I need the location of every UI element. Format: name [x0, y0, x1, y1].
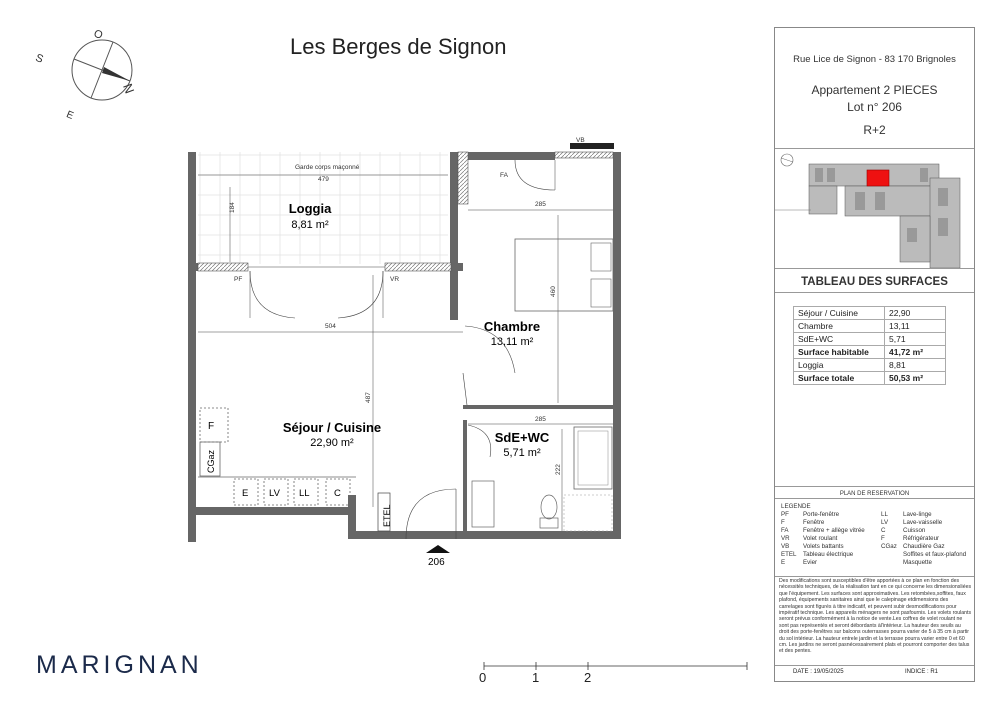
- legend-code: VB: [781, 543, 790, 550]
- floor-plan: [180, 135, 640, 575]
- lot-highlight: [867, 170, 889, 186]
- legend-title: LEGENDE: [781, 503, 811, 510]
- marignan-logo: MARIGNAN: [36, 651, 203, 679]
- surface-label: Surface habitable: [794, 346, 885, 359]
- project-title: Les Berges de Signon: [290, 34, 507, 59]
- label-f: F: [208, 421, 215, 432]
- entrance-marker: [426, 545, 450, 553]
- label-lot-marker: 206: [428, 557, 445, 568]
- legend-label: Réfrigérateur: [903, 535, 940, 542]
- surface-value: 5,71: [885, 333, 946, 346]
- label-lv: LV: [269, 488, 280, 499]
- legend-code: LV: [881, 519, 889, 526]
- washbasin: [472, 481, 494, 527]
- room-loggia-area: 8,81 m²: [291, 219, 329, 231]
- surface-row: [794, 372, 946, 385]
- compass-n: N: [120, 81, 138, 96]
- dim-285a: 285: [535, 201, 546, 208]
- surfaces-table: [793, 306, 946, 385]
- surface-row: [794, 346, 946, 359]
- dim-479: 479: [318, 176, 329, 183]
- legend-label: Fenêtre: [803, 519, 825, 526]
- disclaimer: Des modifications sont susceptibles d'être apportées à ce plan en fonction des nécessités techniques, de la réalisation tant en ce qui concerne les dimensionsliées que l'équipement. Les surfaces sont approximatives. Les retombées,soffites, faux plafond, équipements sanitaires ainsi que le calepinage etdimensions des carrelages sont figurés à titre indicatif, et peuvent subir desmodifications pour impératif technique. Les appareils ménagers ne sont pasfournis. Les volets roulants seront prévus conformément à la notice de vente.Les coffres de volet roulant ne sont pas représentés et seront débordants àl'intérieur. La hauteur des seuils au droit des porte-fenêtres sur balcons outerrasses pourra varier de 5 à 35 cm à partir du sol intérieur. La hauteur entrele jardin et la terrasse pourra varier entre 0 et 60 cm. Les jardins ne seront pasnécessairement plats et pourront comporter des talus et des pentes.: [779, 578, 972, 655]
- label-vb: VB: [576, 137, 585, 144]
- surface-row: [794, 359, 946, 372]
- compass-e: E: [64, 109, 75, 122]
- legend-code: VR: [781, 535, 790, 542]
- legend-label: Masquette: [903, 559, 932, 566]
- surface-label: Séjour / Cuisine: [794, 307, 885, 320]
- scale-0: 0: [479, 670, 487, 685]
- label-vr: VR: [390, 276, 400, 283]
- bed: [515, 239, 613, 311]
- label-c: C: [334, 488, 341, 499]
- label-etel: ETEL: [382, 504, 392, 527]
- legend-code: LL: [881, 511, 888, 518]
- label-pf: PF: [234, 276, 243, 283]
- room-loggia-name: Loggia: [288, 201, 332, 216]
- room-sde-name: SdE+WC: [494, 430, 550, 445]
- legend-label: Evier: [803, 559, 818, 566]
- room-sejour-name: Séjour / Cuisine: [282, 420, 382, 435]
- address: Rue Lice de Signon - 83 170 Brignoles: [793, 54, 956, 65]
- surface-row: [794, 333, 946, 346]
- legend-label: Soffites et faux-plafond: [903, 551, 967, 558]
- legend-label: Chaudière Gaz: [903, 543, 945, 550]
- surface-label: Loggia: [794, 359, 885, 372]
- surface-label: Surface totale: [794, 372, 885, 385]
- scale-1: 1: [532, 670, 540, 685]
- compass-s: S: [33, 51, 45, 66]
- legend-label: Porte-fenêtre: [803, 511, 840, 518]
- site-map: [775, 148, 974, 268]
- toilet: [541, 495, 557, 519]
- surface-label: SdE+WC: [794, 333, 885, 346]
- surface-row: [794, 307, 946, 320]
- legend-label: Cuisson: [903, 527, 926, 534]
- room-chambre-area: 13,11 m²: [490, 336, 534, 348]
- scale-2: 2: [584, 670, 592, 685]
- label-cgaz: CGaz: [206, 449, 216, 473]
- legend-label: Lave-vaisselle: [903, 519, 943, 526]
- surfaces-title: TABLEAU DES SURFACES: [801, 276, 948, 288]
- dim-504: 504: [325, 323, 336, 330]
- room-sde-area: 5,71 m²: [503, 447, 541, 459]
- scale-bar: [480, 660, 760, 680]
- indice: INDICE : R1: [905, 669, 939, 675]
- shower: [574, 427, 612, 489]
- surface-value: 22,90: [885, 307, 946, 320]
- dim-487: 487: [365, 392, 372, 403]
- dim-460: 460: [550, 286, 557, 297]
- legend-code: FA: [781, 527, 789, 534]
- label-ll: LL: [299, 488, 310, 499]
- surface-value: 8,81: [885, 359, 946, 372]
- level: R+2: [863, 123, 886, 137]
- surface-value: 13,11: [885, 320, 946, 333]
- label-fa: FA: [500, 172, 508, 179]
- legend-label: Lave-linge: [903, 511, 932, 518]
- surface-value: 41,72 m²: [885, 346, 946, 359]
- legend-label: Volets battants: [803, 543, 844, 550]
- surface-row: [794, 320, 946, 333]
- apartment-type: Appartement 2 PIECES: [811, 83, 938, 97]
- label-garde-corps: Garde corps maçonné: [295, 164, 360, 171]
- label-e: E: [242, 488, 249, 499]
- legend-code: ETEL: [781, 551, 797, 558]
- legend-code: F: [881, 535, 885, 542]
- room-sejour-area: 22,90 m²: [310, 437, 354, 449]
- compass-rose: [30, 22, 140, 122]
- info-panel: [774, 27, 975, 682]
- legend-label: Fenêtre + allège vitrée: [803, 527, 865, 534]
- room-chambre-name: Chambre: [483, 319, 541, 334]
- legend-label: Tableau électrique: [803, 551, 854, 558]
- legend-code: PF: [781, 511, 789, 518]
- legend-code: F: [781, 519, 785, 526]
- dim-285b: 285: [535, 416, 546, 423]
- legend-code: CGaz: [881, 543, 897, 550]
- compass-o: O: [91, 27, 105, 43]
- dim-184: 184: [229, 202, 236, 213]
- surface-label: Chambre: [794, 320, 885, 333]
- legend-code: C: [881, 527, 886, 534]
- dim-222: 222: [555, 464, 562, 475]
- lot-number: Lot n° 206: [847, 100, 902, 114]
- legend-code: E: [781, 559, 786, 566]
- legend: [781, 503, 971, 566]
- legend-label: Volet roulant: [803, 535, 838, 542]
- date: DATE : 19/05/2025: [793, 669, 844, 675]
- plan-reservation: PLAN DE RESERVATION: [839, 491, 910, 497]
- surface-value: 50,53 m²: [885, 372, 946, 385]
